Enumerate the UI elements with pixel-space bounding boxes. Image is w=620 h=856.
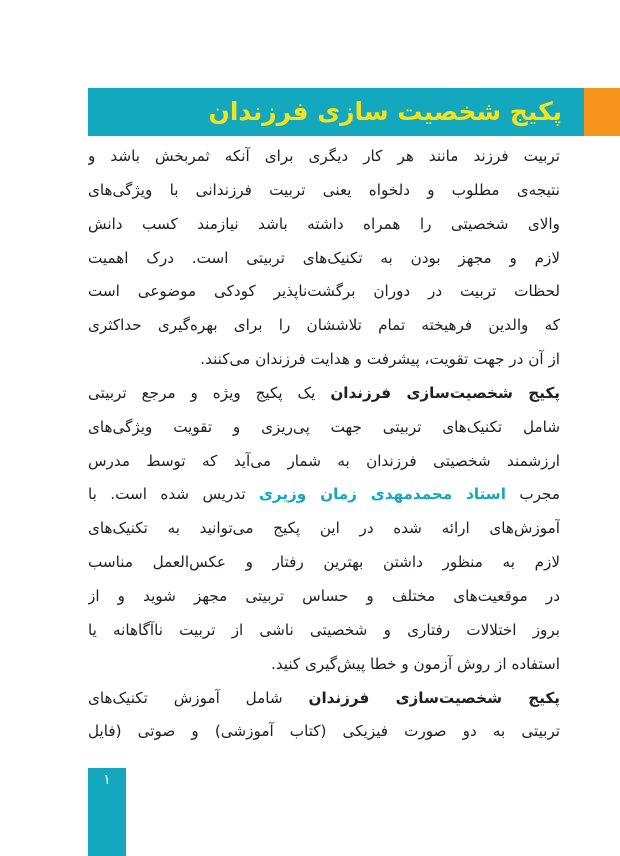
page-number: ۱ bbox=[103, 772, 111, 788]
text-span: مجرب bbox=[505, 485, 560, 504]
text-span: یک پکیج ویژه و مرجع تربیتی bbox=[88, 383, 331, 402]
text-line: والای شخصیتی را همراه داشته باشد نیازمند کسب دانش bbox=[88, 214, 560, 233]
text-line bbox=[88, 478, 560, 512]
text-line: در موقعیت‌های مختلف و حساس تربیتی مجهز شوید و از bbox=[88, 586, 560, 605]
text-line: لازم و مجهز بودن به تکنیک‌های تربیتی است. درک اهمیت bbox=[88, 248, 560, 267]
text-line: تربیت فرزند مانند هر کار دیگری برای آنکه ثمربخش باشد و bbox=[88, 147, 560, 165]
text-span: تدریس شده است. با bbox=[88, 485, 259, 504]
package-name: پکیج شخصیت‌سازی فرزندان bbox=[330, 383, 560, 402]
text-line: آموزش‌های ارائه شده در این پکیج می‌توانید به تکنیک‌های bbox=[88, 519, 560, 538]
text-line bbox=[88, 377, 560, 411]
body-text bbox=[88, 140, 560, 749]
text-line: که والدین فرهیخته تمام تلاششان را برای بهره‌گیری حداکثری bbox=[88, 316, 560, 335]
header-accent bbox=[584, 88, 620, 136]
teacher-name: استاد محمدمهدی زمان وزیری bbox=[258, 485, 506, 504]
text-line: لازم به منظور داشتن بهترین رفتار و عکس‌العمل مناسب bbox=[88, 553, 560, 572]
text-line: تربیتی به دو صورت فیزیکی (کتاب آموزشی) و صوتی (فایل bbox=[88, 722, 560, 741]
text-span: شامل آموزش تکنیک‌های bbox=[88, 688, 309, 707]
text-line bbox=[88, 682, 560, 716]
text-line: ارزشمند شخصیتی فرزندان به شمار می‌آید که توسط مدرس bbox=[88, 451, 560, 470]
text-line: لحظات تربیت در دوران برگشت‌ناپذیر کودکی موضوعی است bbox=[88, 282, 560, 301]
text-line: نتیجه‌ی مطلوب و دلخواه یعنی تربیت فرزندانی با ویژگی‌های bbox=[88, 180, 560, 199]
text-line: شامل تکنیک‌های تربیتی جهت پی‌ریزی و تقویت ویژگی‌های bbox=[88, 417, 560, 436]
page-title: پکیج شخصیت سازی فرزندان bbox=[208, 97, 562, 126]
text-line: استفاده از روش آزمون و خطا پیش‌گیری کنید. bbox=[270, 654, 560, 673]
package-name: پکیج شخصیت‌سازی فرزندان bbox=[308, 688, 560, 707]
text-line: بروز اختلالات رفتاری و شخصیتی ناشی از تربیت ناآگاهانه یا bbox=[88, 620, 560, 639]
text-line: از آن در جهت تقویت، پیشرفت و هدایت فرزندان می‌کنند. bbox=[200, 350, 560, 369]
